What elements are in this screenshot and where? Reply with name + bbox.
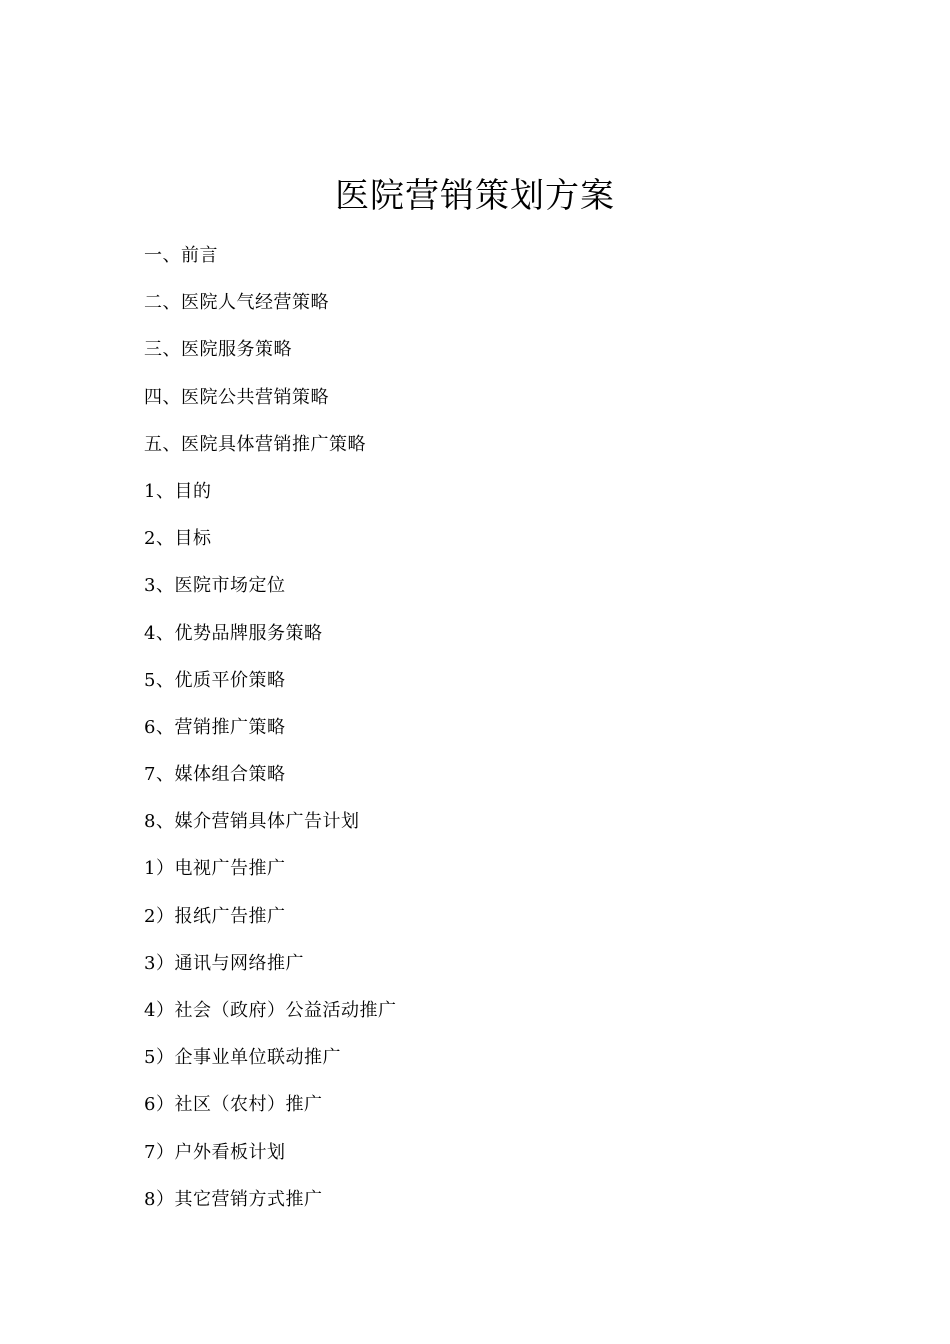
toc-item-3: 三、医院服务策略 <box>144 339 292 361</box>
toc-item-12: 7、媒体组合策略 <box>144 764 286 786</box>
toc-item-6: 1、目的 <box>144 480 212 502</box>
toc-item-16: 3）通讯与网络推广 <box>144 952 304 974</box>
toc-item-8: 3、医院市场定位 <box>144 575 286 597</box>
toc-item-4: 四、医院公共营销策略 <box>144 386 329 408</box>
toc-item-9: 4、优势品牌服务策略 <box>144 622 323 644</box>
toc-item-18: 5）企事业单位联动推广 <box>144 1047 341 1069</box>
toc-item-1: 一、前言 <box>144 245 218 266</box>
toc-item-17: 4）社会（政府）公益活动推广 <box>144 1000 397 1021</box>
table-of-contents <box>144 240 396 1231</box>
toc-item-13: 8、媒介营销具体广告计划 <box>144 811 360 833</box>
toc-item-10: 5、优质平价策略 <box>144 669 286 691</box>
toc-item-2: 二、医院人气经营策略 <box>144 292 329 314</box>
document-title: 医院营销策划方案 <box>335 176 615 216</box>
toc-item-21: 8）其它营销方式推广 <box>144 1188 323 1210</box>
toc-item-7: 2、目标 <box>144 528 212 550</box>
toc-item-19: 6）社区（农村）推广 <box>144 1094 323 1116</box>
toc-item-11: 6、营销推广策略 <box>144 716 286 738</box>
toc-item-15: 2）报纸广告推广 <box>144 905 286 927</box>
toc-item-20: 7）户外看板计划 <box>144 1141 286 1163</box>
toc-item-14: 1）电视广告推广 <box>144 858 286 880</box>
toc-item-5: 五、医院具体营销推广策略 <box>144 433 366 455</box>
